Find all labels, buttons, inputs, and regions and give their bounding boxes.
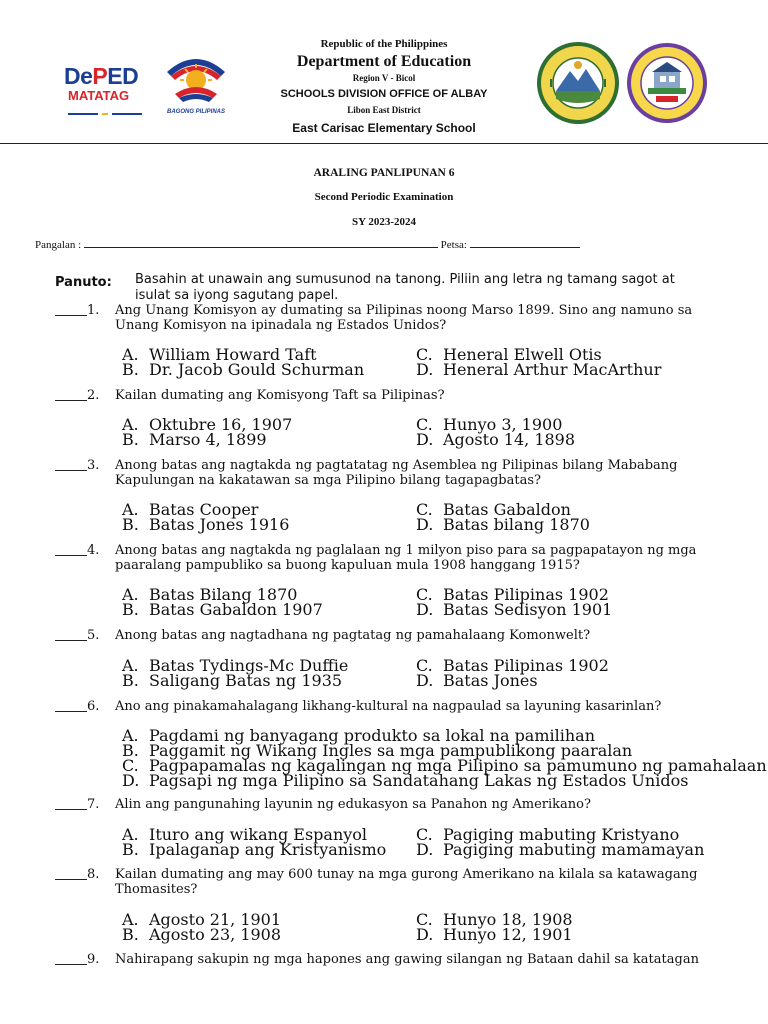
choice-letter: A. xyxy=(122,726,139,745)
choice-b xyxy=(122,840,386,859)
choice-text: William Howard Taft xyxy=(149,345,317,364)
question-text: Anong batas ang nagtakda ng pagtatatag ng Asemblea ng Pilipinas bilang Mababang Kapulungan na kakatawan sa mga Pilipino bilang tagapagbatas? xyxy=(115,458,678,488)
choice-d xyxy=(416,360,661,379)
choice-text: Batas Jones xyxy=(443,671,538,690)
choice-text: Batas bilang 1870 xyxy=(443,515,590,534)
answer-blank[interactable] xyxy=(55,952,87,969)
question-text: Kailan dumating ang Komisyong Taft sa Pilipinas? xyxy=(115,388,445,403)
choice-d xyxy=(416,600,612,619)
answer-blank[interactable] xyxy=(55,628,87,645)
deped-logo-text-de: De xyxy=(64,63,93,89)
choice-b xyxy=(122,925,281,944)
choice-text: Pagpapamalas ng kagalingan ng mga Pilipino sa pamumuno ng pamahalaan xyxy=(149,756,767,775)
name-date-row xyxy=(35,237,580,252)
exam-title: Second Periodic Examination xyxy=(314,191,454,203)
choice-text: Heneral Elwell Otis xyxy=(443,345,602,364)
school-seal-icon xyxy=(626,42,708,124)
bagong-pilipinas-label: BAGONG PILIPINAS xyxy=(166,109,225,115)
answer-blank[interactable] xyxy=(55,388,87,405)
choice-letter: D. xyxy=(122,771,140,790)
choice-letter: B. xyxy=(122,741,139,760)
choice-text: Batas Sedisyon 1901 xyxy=(443,600,613,619)
answer-blank[interactable] xyxy=(55,699,87,716)
choice-text: Pagiging mabuting Kristyano xyxy=(443,825,680,844)
choice-text: Pagsapi ng mga Pilipino sa Sandatahang Lakas ng Estados Unidos xyxy=(149,771,689,790)
choice-d xyxy=(416,430,575,449)
question-text: Kailan dumating ang may 600 tunay na mga gurong Amerikano na kilala sa katawagang Thomasites? xyxy=(115,867,698,897)
choice-letter: D. xyxy=(416,840,434,859)
question-number: 3. xyxy=(87,458,100,473)
header-region: Region V - Bicol xyxy=(352,73,416,83)
choice-d xyxy=(122,771,688,790)
choice-text: Oktubre 16, 1907 xyxy=(149,415,293,434)
choice-b xyxy=(122,515,289,534)
choice-letter: C. xyxy=(416,656,433,675)
name-label: Pangalan : xyxy=(35,239,82,251)
choice-text: Batas Gabaldon 1907 xyxy=(149,600,323,619)
deped-logo-text-p: P xyxy=(92,63,108,89)
deped-logo-text-ed: ED xyxy=(107,63,139,89)
question-text: Anong batas ang nagtadhana ng pagtatag ng pamahalaang Komonwelt? xyxy=(115,628,591,643)
choice-letter: B. xyxy=(122,515,139,534)
choice-text: Saligang Batas ng 1935 xyxy=(149,671,343,690)
choice-letter: A. xyxy=(122,500,139,519)
choice-letter: B. xyxy=(122,360,139,379)
deped-matatag-logo xyxy=(64,64,146,120)
choice-b xyxy=(122,360,364,379)
question-number: 5. xyxy=(87,628,100,643)
choice-b xyxy=(122,430,267,449)
choice-letter: A. xyxy=(122,585,139,604)
choice-text: Batas Pilipinas 1902 xyxy=(443,656,609,675)
answer-blank[interactable] xyxy=(55,867,87,884)
choice-letter: D. xyxy=(416,515,434,534)
choice-letter: B. xyxy=(122,840,139,859)
header-department: Department of Education xyxy=(296,53,472,70)
matatag-tagline-icon xyxy=(68,112,144,118)
choice-text: Agosto 23, 1908 xyxy=(149,925,282,944)
choice-d xyxy=(416,671,538,690)
choice-text: Agosto 14, 1898 xyxy=(443,430,576,449)
exam-subject: ARALING PANLIPUNAN 6 xyxy=(313,167,455,179)
question-number: 4. xyxy=(87,543,100,558)
choice-letter: C. xyxy=(416,345,433,364)
choice-text: Marso 4, 1899 xyxy=(149,430,267,449)
choice-text: Agosto 21, 1901 xyxy=(149,910,282,929)
choice-d xyxy=(416,925,573,944)
question-text: Ano ang pinakamahalagang likhang-kultural na nagpaulad sa layuning kasarinlan? xyxy=(115,699,662,714)
choice-letter: B. xyxy=(122,600,139,619)
choice-letter: D. xyxy=(416,671,434,690)
choice-letter: D. xyxy=(416,360,434,379)
header-school: East Carisac Elementary School xyxy=(292,121,476,135)
date-label: Petsa: xyxy=(440,239,467,251)
choice-letter: B. xyxy=(122,925,139,944)
choice-text: Batas Gabaldon xyxy=(443,500,571,519)
question-text: Alin ang pangunahing layunin ng edukasyon sa Panahon ng Amerikano? xyxy=(115,797,591,812)
choice-text: Ipalaganap ang Kristyanismo xyxy=(149,840,387,859)
choice-letter: B. xyxy=(122,430,139,449)
answer-blank[interactable] xyxy=(55,303,87,320)
choice-letter: D. xyxy=(416,600,434,619)
answer-blank[interactable] xyxy=(55,797,87,814)
choice-text: Hunyo 18, 1908 xyxy=(443,910,573,929)
choice-letter: B. xyxy=(122,671,139,690)
choice-d xyxy=(416,840,704,859)
choice-letter: D. xyxy=(416,925,434,944)
answer-blank[interactable] xyxy=(55,458,87,475)
choice-letter: C. xyxy=(416,585,433,604)
choice-letter: C. xyxy=(122,756,139,775)
question-number: 7. xyxy=(87,797,100,812)
question-text: Anong batas ang nagtakda ng paglalaan ng 1 milyon piso para sa pagpapatayon ng mga paaralang pampubliko sa buong kapuluan mula 1908 hanggang 1915? xyxy=(115,543,697,573)
header-division: SCHOOLS DIVISION OFFICE OF ALBAY xyxy=(280,88,488,100)
choice-b xyxy=(122,600,323,619)
choice-text: Ituro ang wikang Espanyol xyxy=(149,825,368,844)
choice-letter: A. xyxy=(122,345,139,364)
question-number: 2. xyxy=(87,388,100,403)
header-district: Libon East District xyxy=(347,105,421,115)
choice-letter: C. xyxy=(416,825,433,844)
choice-letter: A. xyxy=(122,415,139,434)
exam-year: SY 2023-2024 xyxy=(351,216,417,228)
answer-blank[interactable] xyxy=(55,543,87,560)
choice-text: Hunyo 12, 1901 xyxy=(443,925,573,944)
question-number: 9. xyxy=(87,952,100,967)
instructions-text: Basahin at unawain ang sumusunod na tanong. Piliin ang letra ng tamang sagot at isulat sa iyong sagutang papel. xyxy=(135,272,675,303)
choice-text: Heneral Arthur MacArthur xyxy=(443,360,662,379)
choice-text: Pagdami ng banyagang produkto sa lokal na pamilihan xyxy=(149,726,596,745)
choice-text: Pagiging mabuting mamamayan xyxy=(443,840,705,859)
choice-letter: D. xyxy=(416,430,434,449)
name-field[interactable] xyxy=(84,237,438,248)
question-text: Ang Unang Komisyon ay dumating sa Pilipinas noong Marso 1899. Sino ang namuno sa Unang Komisyon na ipinadala ng Estados Unidos? xyxy=(115,303,693,333)
choice-text: Hunyo 3, 1900 xyxy=(443,415,563,434)
question-text: Nahirapang sakupin ng mga hapones ang gawing silangan ng Bataan dahil sa katatagan xyxy=(115,952,699,967)
choice-b xyxy=(122,671,342,690)
choice-text: Batas Tydings-Mc Duffie xyxy=(149,656,349,675)
header-republic: Republic of the Philippines xyxy=(320,38,448,50)
choice-letter: A. xyxy=(122,825,139,844)
choice-letter: C. xyxy=(416,910,433,929)
choice-text: Paggamit ng Wikang Ingles sa mga pampublikong paaralan xyxy=(149,741,633,760)
header-divider xyxy=(0,143,768,144)
date-field[interactable] xyxy=(470,237,580,248)
question-number: 1. xyxy=(87,303,100,318)
question-number: 6. xyxy=(87,699,100,714)
choice-letter: A. xyxy=(122,656,139,675)
choice-letter: C. xyxy=(416,415,433,434)
question-number: 8. xyxy=(87,867,100,882)
choice-text: Batas Bilang 1870 xyxy=(149,585,298,604)
choice-text: Batas Pilipinas 1902 xyxy=(443,585,609,604)
choice-d xyxy=(416,515,590,534)
choice-text: Dr. Jacob Gould Schurman xyxy=(149,360,365,379)
choice-text: Batas Jones 1916 xyxy=(149,515,290,534)
instructions-label: Panuto: xyxy=(55,275,112,290)
choice-text: Batas Cooper xyxy=(149,500,259,519)
choice-letter: C. xyxy=(416,500,433,519)
choice-letter: A. xyxy=(122,910,139,929)
matatag-logo-text: MATATAG xyxy=(68,88,130,103)
